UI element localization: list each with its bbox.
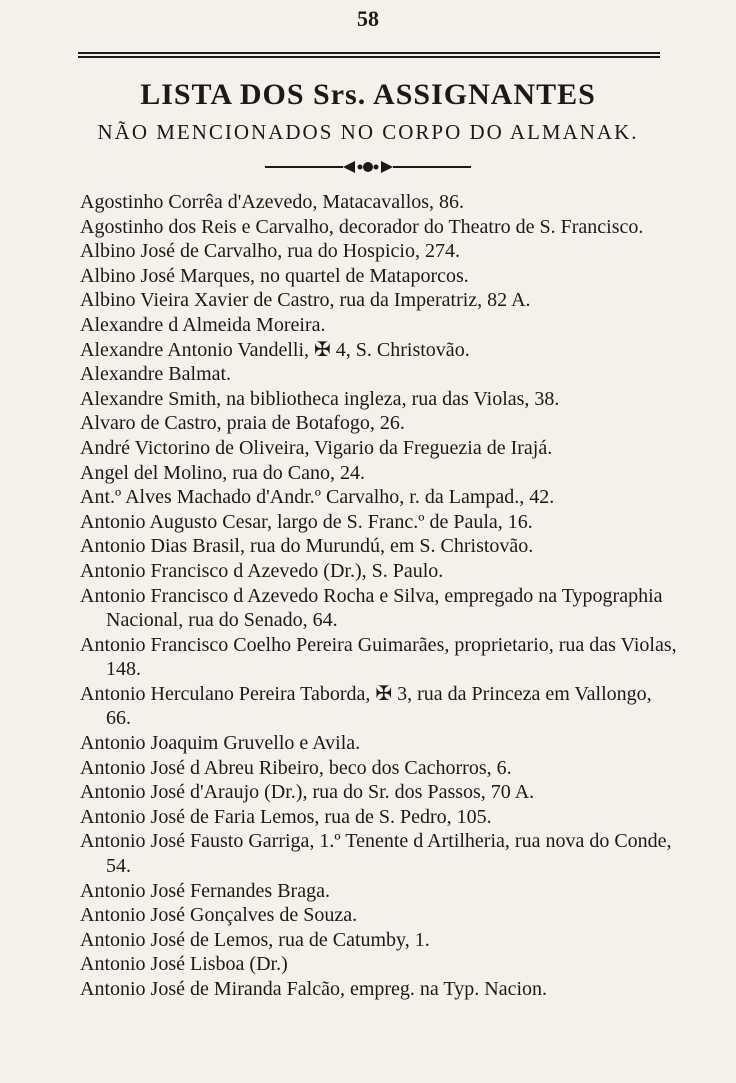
list-item: Antonio José de Faria Lemos, rua de S. Pedro, 105. — [80, 805, 492, 828]
list-item: Agostinho dos Reis e Carvalho, decorador do Theatro de S. Francisco. — [80, 215, 644, 238]
list-item: Ant.º Alves Machado d'Andr.º Carvalho, r. da Lampad., 42. — [80, 486, 555, 509]
list-subtitle: NÃO MENCIONADOS NO CORPO DO ALMANAK. — [97, 120, 639, 144]
list-item: Antonio José Fernandes Braga. — [80, 879, 330, 902]
list-item: Antonio José Fausto Garriga, 1.º Tenente d Artilheria, rua nova do Conde, 54. — [80, 830, 672, 878]
list-item: Antonio José Lisboa (Dr.) — [80, 953, 288, 976]
list-title: LISTA DOS Srs. ASSIGNANTES — [140, 78, 596, 111]
list-item: Antonio Dias Brasil, rua do Murundú, em S. Christovão. — [80, 535, 534, 558]
list-item: Antonio José d Abreu Ribeiro, beco dos Cachorros, 6. — [80, 756, 512, 779]
list-item: Antonio Francisco Coelho Pereira Guimarães, proprietario, rua das Violas, 148. — [80, 633, 677, 681]
list-item: Antonio Francisco d Azevedo Rocha e Silva, empregado na Typographia Nacional, rua do Senado, 64. — [80, 584, 663, 632]
list-item: Alexandre Smith, na bibliotheca ingleza, rua das Violas, 38. — [80, 387, 560, 410]
list-item: Albino José de Carvalho, rua do Hospicio, 274. — [80, 240, 460, 263]
list-item: Alvaro de Castro, praia de Botafogo, 26. — [80, 412, 405, 435]
list-item: Antonio Francisco d Azevedo (Dr.), S. Paulo. — [80, 559, 444, 582]
page-number: 58 — [357, 6, 379, 31]
header-rule — [78, 52, 660, 58]
subscriber-list — [80, 190, 680, 1002]
list-item: Alexandre Balmat. — [80, 363, 232, 386]
list-item: Angel del Molino, rua do Cano, 24. — [80, 461, 365, 484]
ornament-icon — [263, 157, 473, 177]
list-item: Alexandre d Almeida Moreira. — [80, 313, 326, 336]
list-item: Agostinho Corrêa d'Azevedo, Matacavallos, 86. — [80, 191, 465, 213]
list-item: Antonio José de Miranda Falcão, empreg. na Typ. Nacion. — [80, 978, 548, 1000]
list-item: Alexandre Antonio Vandelli, ✠ 4, S. Christovão. — [80, 338, 470, 361]
list-item: Antonio Augusto Cesar, largo de S. Franc.º de Paula, 16. — [80, 510, 533, 533]
list-item: Antonio Herculano Pereira Taborda, ✠ 3, rua da Princeza em Vallongo, 66. — [80, 682, 652, 730]
list-item: Antonio José d'Araujo (Dr.), rua do Sr. dos Passos, 70 A. — [80, 781, 535, 804]
list-item: Antonio José de Lemos, rua de Catumby, 1. — [80, 928, 430, 951]
list-item: Antonio José Gonçalves de Souza. — [80, 904, 358, 927]
list-item: André Victorino de Oliveira, Vigario da Freguezia de Irajá. — [80, 436, 553, 459]
ornament-divider — [0, 155, 736, 179]
list-item: Albino José Marques, no quartel de Mataporcos. — [80, 264, 469, 287]
list-item: Antonio Joaquim Gruvello e Avila. — [80, 732, 361, 755]
list-item: Albino Vieira Xavier de Castro, rua da Imperatriz, 82 A. — [80, 289, 531, 312]
